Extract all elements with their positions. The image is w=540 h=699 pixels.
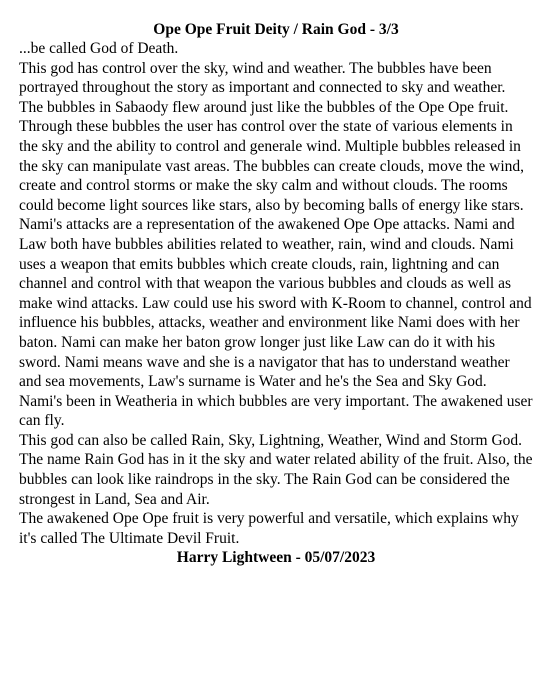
paragraph-nami-law: Nami's attacks are a representation of the awakened Ope Ope attacks. Nami and Law both have bubbles abilities related to weather, rain, wind and clouds. Nami uses a weapon that emits bubbles which create clouds, rain, lightning and can channel and control with that weapon the various bubbles and clouds as well as make wind attacks. Law could use his sword with K-Room to channel, control and influence his bubbles, attacks, weather and environment like Nami does with her baton. Nami can make her baton grow longer just like Law can do it with his sword. Nami means wave and she is a navigator that has to understand weather and sea movements, Law's surname is Water and he's the Sea and Sky God. Nami's been in Weatheria in which bubbles are very important. The awakened user can fly. bbox=[19, 216, 533, 430]
paragraph-conclusion: The awakened Ope Ope fruit is very powerful and versatile, which explains why it's called The Ultimate Devil Fruit. bbox=[19, 510, 519, 547]
paragraph-intro: ...be called God of Death. bbox=[19, 40, 179, 57]
paragraph-sky-weather: This god has control over the sky, wind and weather. The bubbles have been portrayed throughout the story as important and connected to sky and weather. The bubbles in Sabaody flew around just like the bubbles of the Ope Ope fruit. Through these bubbles the user has control over the state of various elements in the sky and the ability to control and generale wind. Multiple bubbles released in the sky can manipulate vast areas. The bubbles can create clouds, move the wind, create and control storms or make the sky calm and without clouds. The rooms could become light sources like stars, also by becoming balls of energy like stars. bbox=[19, 59, 525, 214]
page-title: Ope Ope Fruit Deity / Rain God - 3/3 bbox=[153, 21, 399, 38]
author-signature: Harry Lightween - 05/07/2023 bbox=[176, 549, 376, 567]
paragraph-rain-god: This god can also be called Rain, Sky, Lightning, Weather, Wind and Storm God. The name Rain God has in it the sky and water related ability of the fruit. Also, the bubbles can look like raindrops in the sky. The Rain God can be considered the strongest in Land, Sea and Air. bbox=[19, 431, 533, 508]
document-body bbox=[19, 39, 533, 548]
